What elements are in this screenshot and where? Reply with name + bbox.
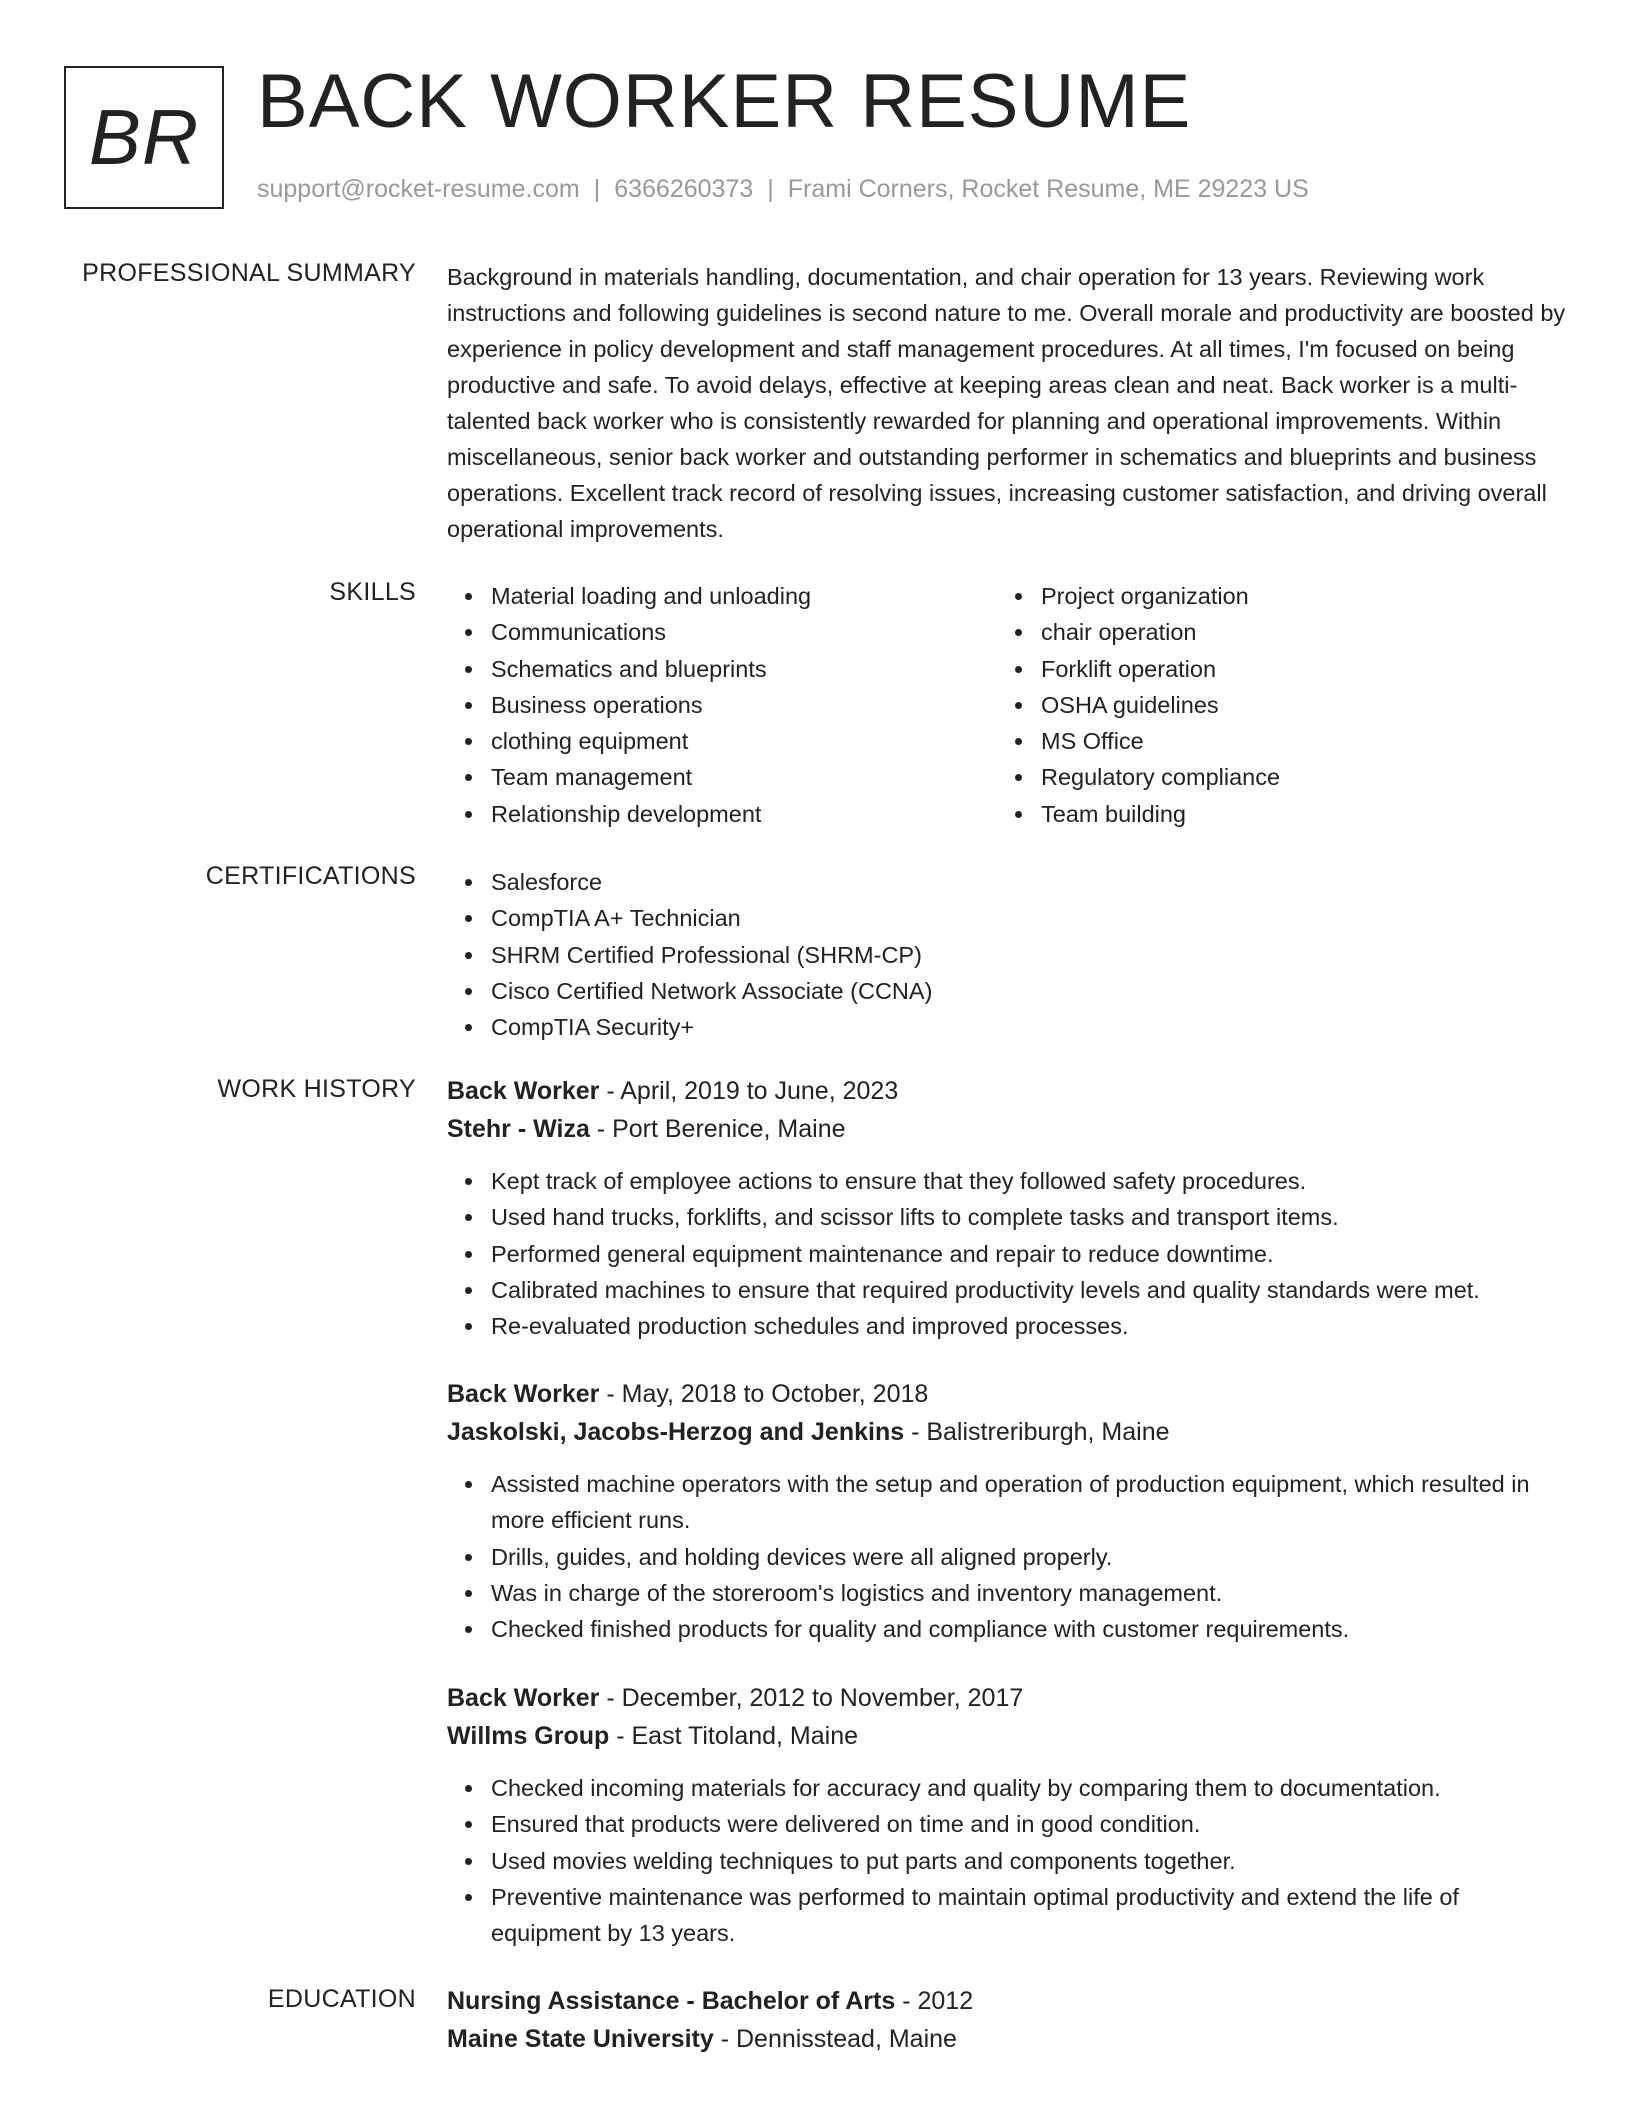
job-bullet: Was in charge of the storeroom's logistics and inventory management.	[447, 1575, 1567, 1611]
skill-item: chair operation	[997, 614, 1547, 650]
certification-item: SHRM Certified Professional (SHRM-CP)	[447, 937, 1567, 973]
skill-item: Forklift operation	[997, 651, 1547, 687]
skills-column-right	[997, 578, 1547, 832]
job-title-line	[447, 1375, 1567, 1413]
skill-item: Relationship development	[447, 796, 997, 832]
skill-item: Communications	[447, 614, 997, 650]
job-bullet: Performed general equipment maintenance and repair to reduce downtime.	[447, 1236, 1567, 1272]
section-label-work-history: WORK HISTORY	[217, 1075, 416, 1103]
job-bullet: Used hand trucks, forklifts, and scissor lifts to complete tasks and transport items.	[447, 1199, 1567, 1235]
certification-item: CompTIA Security+	[447, 1009, 1567, 1045]
skill-item: Material loading and unloading	[447, 578, 997, 614]
skill-item: OSHA guidelines	[997, 687, 1547, 723]
education-school: Maine State University	[447, 2025, 714, 2053]
job-company: Jaskolski, Jacobs-Herzog and Jenkins	[447, 1418, 905, 1446]
job-company: Stehr - Wiza	[447, 1115, 590, 1143]
job-title-line	[447, 1679, 1567, 1717]
certifications-list	[447, 864, 1567, 1045]
summary-text: Background in materials handling, documentation, and chair operation for 13 years. Reviewing work instructions and following guidelines is second nature to me. Overall morale and productivity are boosted by experience in policy development and staff management procedures. At all times, I'm focused on being productive and safe. To avoid delays, effective at keeping areas clean and neat. Back worker is a multi-talented back worker who is consistently rewarded for planning and operational improvements. Within miscellaneous, senior back worker and outstanding performer in schematics and blueprints and business operations. Excellent track record of resolving issues, increasing customer satisfaction, and driving overall operational improvements.	[447, 264, 1566, 542]
job-dates: - December, 2012 to November, 2017	[599, 1684, 1024, 1712]
job-dates: - April, 2019 to June, 2023	[599, 1077, 899, 1105]
job-title: Back Worker	[447, 1380, 600, 1408]
skills-column-left	[447, 578, 997, 832]
job-entry	[447, 1679, 1567, 1951]
job-location: - Port Berenice, Maine	[589, 1115, 846, 1143]
contact-line	[257, 175, 1309, 204]
job-dates: - May, 2018 to October, 2018	[599, 1380, 929, 1408]
section-label-certifications: CERTIFICATIONS	[205, 862, 416, 890]
contact-address: Frami Corners, Rocket Resume, ME 29223 US	[787, 175, 1309, 203]
education-degree: Nursing Assistance - Bachelor of Arts	[447, 1987, 896, 2015]
skill-item: clothing equipment	[447, 723, 997, 759]
section-label-skills: SKILLS	[329, 578, 416, 606]
education-school-line	[447, 2020, 1567, 2058]
job-bullet: Ensured that products were delivered on time and in good condition.	[447, 1806, 1567, 1842]
job-title: Back Worker	[447, 1077, 600, 1105]
education-entry	[447, 1982, 1567, 2058]
job-bullets	[447, 1466, 1567, 1647]
job-bullet: Kept track of employee actions to ensure that they followed safety procedures.	[447, 1163, 1567, 1199]
job-title: Back Worker	[447, 1684, 600, 1712]
job-entry	[447, 1072, 1567, 1344]
certification-item: CompTIA A+ Technician	[447, 900, 1567, 936]
skill-item: Project organization	[997, 578, 1547, 614]
resume-title: BACK WORKER RESUME	[257, 59, 1192, 144]
job-bullet: Calibrated machines to ensure that required productivity levels and quality standards were met.	[447, 1272, 1567, 1308]
contact-phone[interactable]: 6366260373	[614, 175, 754, 203]
skill-item: Business operations	[447, 687, 997, 723]
job-company: Willms Group	[447, 1722, 610, 1750]
education-year: - 2012	[895, 1987, 974, 2015]
education-location: - Dennisstead, Maine	[713, 2025, 957, 2053]
skill-item: Team building	[997, 796, 1547, 832]
job-company-line	[447, 1110, 1567, 1148]
job-entry	[447, 1375, 1567, 1647]
job-bullet: Checked incoming materials for accuracy and quality by comparing them to documentation.	[447, 1770, 1567, 1806]
section-label-summary: PROFESSIONAL SUMMARY	[82, 259, 416, 287]
skill-item: Schematics and blueprints	[447, 651, 997, 687]
contact-separator: |	[767, 175, 774, 203]
certification-item: Cisco Certified Network Associate (CCNA)	[447, 973, 1567, 1009]
job-bullet: Re-evaluated production schedules and improved processes.	[447, 1308, 1567, 1344]
initials-monogram: BR	[64, 66, 224, 209]
contact-separator: |	[593, 175, 601, 203]
job-company-line	[447, 1413, 1567, 1451]
job-company-line	[447, 1717, 1567, 1755]
job-bullets	[447, 1770, 1567, 1951]
job-bullet: Assisted machine operators with the setup and operation of production equipment, which resulted in more efficient runs.	[447, 1466, 1567, 1539]
job-bullet: Used movies welding techniques to put parts and components together.	[447, 1843, 1567, 1879]
job-location: - East Titoland, Maine	[609, 1722, 859, 1750]
job-bullet: Drills, guides, and holding devices were all aligned properly.	[447, 1539, 1567, 1575]
job-location: - Balistreriburgh, Maine	[904, 1418, 1170, 1446]
job-title-line	[447, 1072, 1567, 1110]
skills-list	[447, 578, 1567, 832]
job-bullets	[447, 1163, 1567, 1344]
skill-item: Team management	[447, 759, 997, 795]
contact-email[interactable]: support@rocket-resume.com	[257, 175, 580, 203]
section-label-education: EDUCATION	[267, 1985, 416, 2013]
job-bullet: Checked finished products for quality and compliance with customer requirements.	[447, 1611, 1567, 1647]
job-bullet: Preventive maintenance was performed to maintain optimal productivity and extend the life of equipment by 13 years.	[447, 1879, 1567, 1952]
skill-item: Regulatory compliance	[997, 759, 1547, 795]
certification-item: Salesforce	[447, 864, 1567, 900]
skill-item: MS Office	[997, 723, 1547, 759]
education-degree-line	[447, 1982, 1567, 2020]
